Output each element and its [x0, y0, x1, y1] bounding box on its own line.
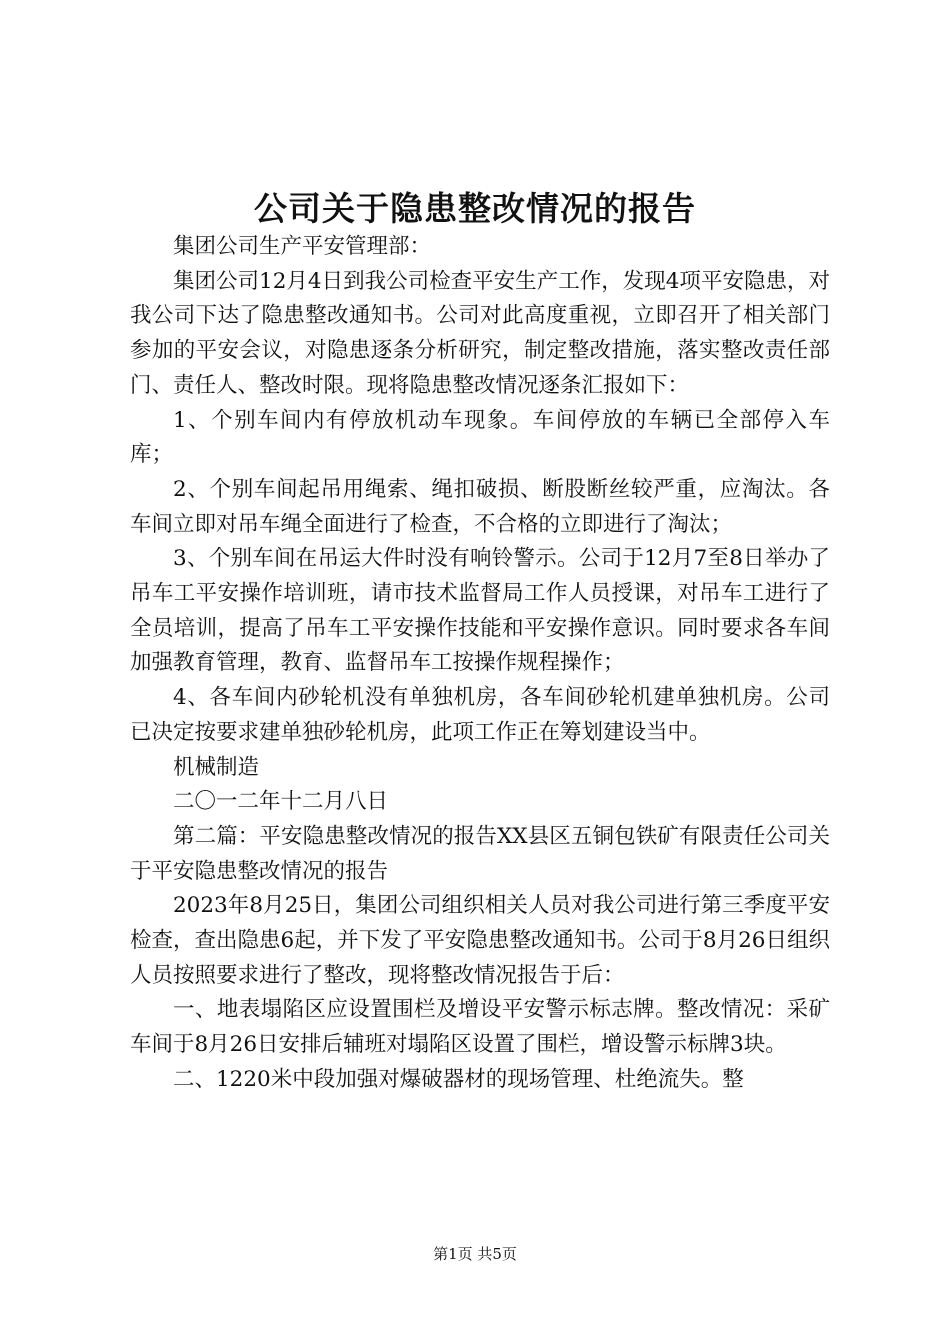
- paragraph-part-two-heading: 第二篇：平安隐患整改情况的报告XX县区五铜包铁矿有限责任公司关于平安隐患整改情况的报告: [130, 823, 830, 884]
- paragraph-salutation: 集团公司生产平安管理部：: [173, 234, 432, 259]
- paragraph-part-two-item-1: 一、地表塌陷区应设置围栏及增设平安警示标志牌。整改情况：采矿车间于8月26日安排后辅班对塌陷区设置了围栏，增设警示标牌3块。: [130, 997, 830, 1058]
- paragraph-date: 二〇一二年十二月八日: [173, 789, 389, 815]
- document-body: [130, 230, 830, 1098]
- paragraph-part-two-item-2: 二、1220米中段加强对爆破器材的现场管理、杜绝流失。整: [173, 1066, 744, 1092]
- document-title: 公司关于隐患整改情况的报告: [254, 189, 696, 228]
- paragraph-item-4: 4、各车间内砂轮机没有单独机房，各车间砂轮机建单独机房。公司已决定按要求建单独砂轮机房，此项工作正在筹划建设当中。: [130, 685, 830, 745]
- paragraph-item-2: 2、个别车间起吊用绳索、绳扣破损、断股断丝较严重，应淘汰。各车间立即对吊车绳全面进行了检查，不合格的立即进行了淘汰；: [130, 476, 830, 537]
- paragraph-item-3: 3、个别车间在吊运大件时没有响铃警示。公司于12月7至8日举办了吊车工平安操作培训班，请市技术监督局工作人员授课，对吊车工进行了全员培训，提高了吊车工平安操作技能和平安操作意识。同时要求各车间加强教育管理，教育、监督吊车工按操作规程操作；: [130, 546, 830, 676]
- paragraph-item-1: 1、个别车间内有停放机动车现象。车间停放的车辆已全部停入车库；: [130, 407, 830, 468]
- paragraph-intro: 集团公司12月4日到我公司检查平安生产工作，发现4项平安隐患，对我公司下达了隐患整改通知书。公司对此高度重视，立即召开了相关部门参加的平安会议，对隐患逐条分析研究，制定整改措施，落实整改责任部门、责任人、整改时限。现将隐患整改情况逐条汇报如下：: [130, 268, 830, 398]
- paragraph-signature: 机械制造: [173, 754, 260, 780]
- paragraph-part-two-intro: 2023年8月25日，集团公司组织相关人员对我公司进行第三季度平安检查，查出隐患6起，并下发了平安隐患整改通知书。公司于8月26日组织人员按照要求进行了整改，现将整改情况报告于后：: [130, 893, 830, 988]
- page-indicator: 第1页 共5页: [433, 1245, 517, 1263]
- page-footer: [0, 1244, 950, 1264]
